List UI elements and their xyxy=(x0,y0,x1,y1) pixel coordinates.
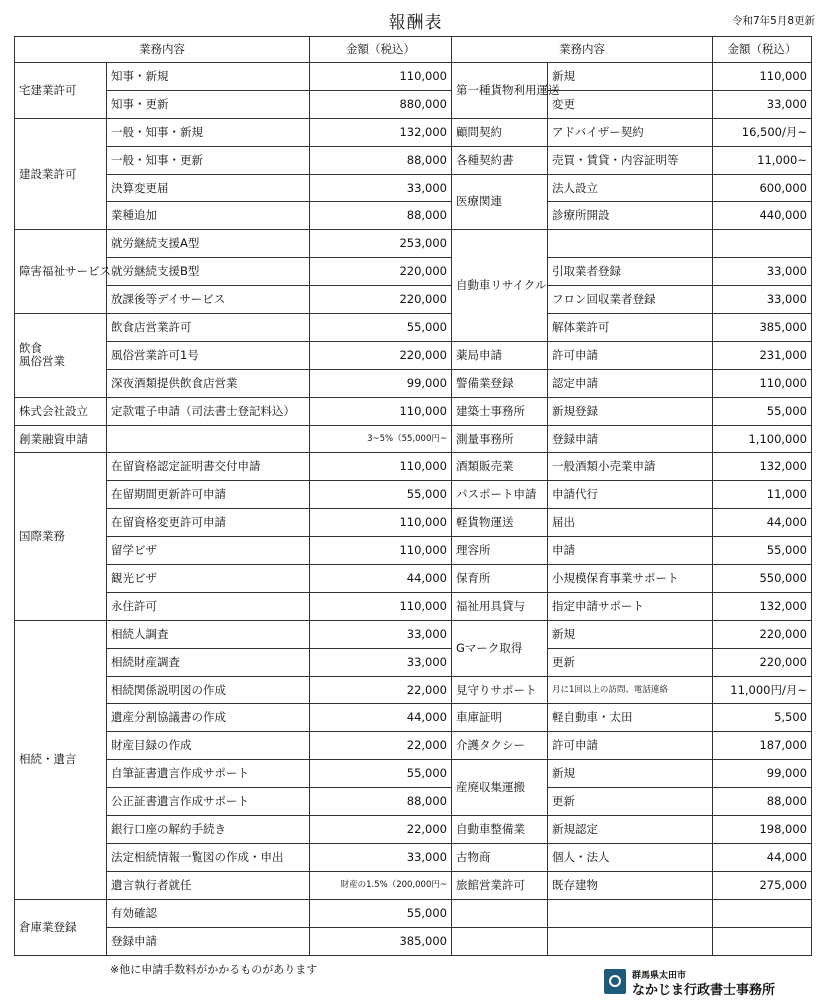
amount: 110,000 xyxy=(310,397,452,425)
page-title: 報酬表 xyxy=(388,13,443,33)
amount: 55,000 xyxy=(310,899,452,927)
category-kamotsu: 第一種貨物利用運送 xyxy=(452,63,548,119)
logo-city: 群馬県太田市 xyxy=(632,971,687,981)
amount: 132,000 xyxy=(713,453,812,481)
amount: 132,000 xyxy=(310,118,452,146)
amount: 22,000 xyxy=(310,676,452,704)
amount: 33,000 xyxy=(310,620,452,648)
logo-office-name: なかじま行政書士事務所 xyxy=(632,983,776,998)
table-row xyxy=(15,760,812,788)
item: 在留資格変更許可申請 xyxy=(107,509,310,537)
category-sake: 酒類販売業 xyxy=(452,453,548,481)
category-yakkyoku: 薬局申請 xyxy=(452,341,548,369)
item: 申請代行 xyxy=(548,481,713,509)
item: 定款電子申請（司法書士登記料込） xyxy=(107,397,310,425)
item: 個人・法人 xyxy=(548,843,713,871)
category-keikamotsu: 軽貨物運送 xyxy=(452,509,548,537)
amount: 55,000 xyxy=(713,397,812,425)
amount: 88,000 xyxy=(713,788,812,816)
item: 許可申請 xyxy=(548,732,713,760)
table-row xyxy=(15,314,812,342)
category-kabushiki: 株式会社設立 xyxy=(15,397,107,425)
item xyxy=(107,425,310,453)
category-sozoku: 相続・遺言 xyxy=(15,620,107,899)
table-row xyxy=(15,871,812,899)
amount: 33,000 xyxy=(310,843,452,871)
item: 業種追加 xyxy=(107,202,310,230)
table-row xyxy=(15,676,812,704)
amount: 132,000 xyxy=(713,592,812,620)
amount: 1,100,000 xyxy=(713,425,812,453)
amount: 220,000 xyxy=(713,620,812,648)
item: 一般酒類小売業申請 xyxy=(548,453,713,481)
amount: 33,000 xyxy=(310,174,452,202)
table-row xyxy=(15,118,812,146)
item: 新規 xyxy=(548,760,713,788)
item: 既存建物 xyxy=(548,871,713,899)
category-ryokan: 旅館営業許可 xyxy=(452,871,548,899)
amount: 5,500 xyxy=(713,704,812,732)
category-kensetsu: 建設業許可 xyxy=(15,118,107,230)
category-keibi: 警備業登録 xyxy=(452,369,548,397)
table-row xyxy=(15,174,812,202)
item: アドバイザー契約 xyxy=(548,118,713,146)
item: 相続財産調査 xyxy=(107,648,310,676)
item: 公正証書遺言作成サポート xyxy=(107,788,310,816)
amount: 110,000 xyxy=(310,453,452,481)
table-row xyxy=(15,843,812,871)
amount: 99,000 xyxy=(713,760,812,788)
table-row xyxy=(15,230,812,258)
table-row xyxy=(15,788,812,816)
item: 更新 xyxy=(548,648,713,676)
item: 知事・更新 xyxy=(107,90,310,118)
amount: 600,000 xyxy=(713,174,812,202)
empty-cell xyxy=(548,927,713,955)
item: 就労継続支援A型 xyxy=(107,230,310,258)
item: 決算変更届 xyxy=(107,174,310,202)
amount: 55,000 xyxy=(310,481,452,509)
table-row xyxy=(15,481,812,509)
item: 知事・新規 xyxy=(107,63,310,91)
amount: 110,000 xyxy=(713,63,812,91)
item: 法定相続情報一覧図の作成・申出 xyxy=(107,843,310,871)
category-riyo: 理容所 xyxy=(452,537,548,565)
item: 引取業者登録 xyxy=(548,258,713,286)
item: 風俗営業許可1号 xyxy=(107,341,310,369)
item: 認定申請 xyxy=(548,369,713,397)
table-row xyxy=(15,648,812,676)
amount: 55,000 xyxy=(310,314,452,342)
header-amount-right: 金額（税込） xyxy=(713,37,812,63)
table-header-row xyxy=(15,37,812,63)
amount: 187,000 xyxy=(713,732,812,760)
empty-cell xyxy=(713,230,812,258)
item: 登録申請 xyxy=(107,927,310,955)
amount: 275,000 xyxy=(713,871,812,899)
table-row xyxy=(15,146,812,174)
item: 変更 xyxy=(548,90,713,118)
amount: 440,000 xyxy=(713,202,812,230)
empty-cell xyxy=(713,899,812,927)
item: 解体業許可 xyxy=(548,314,713,342)
item: 診療所開設 xyxy=(548,202,713,230)
amount: 220,000 xyxy=(713,648,812,676)
amount: 220,000 xyxy=(310,258,452,286)
category-keiyaku: 各種契約書 xyxy=(452,146,548,174)
item: 許可申請 xyxy=(548,341,713,369)
amount: 385,000 xyxy=(310,927,452,955)
table-row xyxy=(15,565,812,593)
category-kobutsu: 古物商 xyxy=(452,843,548,871)
table-row xyxy=(15,732,812,760)
amount: 財産の1.5%（200,000円~ xyxy=(310,871,452,899)
item: 観光ビザ xyxy=(107,565,310,593)
table-row xyxy=(15,202,812,230)
item: 銀行口座の解約手続き xyxy=(107,816,310,844)
item: 放課後等デイサービス xyxy=(107,286,310,314)
category-gmark: Gマーク取得 xyxy=(452,620,548,676)
item: 登録申請 xyxy=(548,425,713,453)
table-row xyxy=(15,509,812,537)
amount: 385,000 xyxy=(713,314,812,342)
category-hoiku: 保育所 xyxy=(452,565,548,593)
empty-cell xyxy=(713,927,812,955)
table-row xyxy=(15,927,812,955)
amount: 550,000 xyxy=(713,565,812,593)
amount: 88,000 xyxy=(310,788,452,816)
amount: 33,000 xyxy=(713,90,812,118)
amount: 44,000 xyxy=(713,509,812,537)
table-row xyxy=(15,537,812,565)
category-soko: 倉庫業登録 xyxy=(15,899,107,955)
header-work-right: 業務内容 xyxy=(452,37,713,63)
amount: 44,000 xyxy=(310,704,452,732)
item: 新規登録 xyxy=(548,397,713,425)
item: 在留期間更新許可申請 xyxy=(107,481,310,509)
item: 法人設立 xyxy=(548,174,713,202)
table-row xyxy=(15,453,812,481)
item: 在留資格認定証明書交付申請 xyxy=(107,453,310,481)
item: 就労継続支援B型 xyxy=(107,258,310,286)
table-row xyxy=(15,341,812,369)
amount: 44,000 xyxy=(310,565,452,593)
item: 新規 xyxy=(548,63,713,91)
amount: 88,000 xyxy=(310,202,452,230)
amount: 110,000 xyxy=(310,63,452,91)
item: 小規模保育事業サポート xyxy=(548,565,713,593)
category-iryo: 医療関連 xyxy=(452,174,548,230)
footnote: ※他に申請手数料がかかるものがあります xyxy=(110,963,318,976)
item: 留学ビザ xyxy=(107,537,310,565)
category-sogyo: 創業融資申請 xyxy=(15,425,107,453)
item: 相続関係説明図の作成 xyxy=(107,676,310,704)
item: 新規 xyxy=(548,620,713,648)
amount: 99,000 xyxy=(310,369,452,397)
empty-cell xyxy=(452,899,548,927)
table-row xyxy=(15,258,812,286)
amount: 33,000 xyxy=(713,286,812,314)
category-fukushi: 福祉用具貸与 xyxy=(452,592,548,620)
fee-table xyxy=(14,36,812,956)
table-row xyxy=(15,397,812,425)
item: 一般・知事・新規 xyxy=(107,118,310,146)
category-passport: パスポート申請 xyxy=(452,481,548,509)
category-shogai: 障害福祉サービス xyxy=(15,230,107,314)
category-takken: 宅建業許可 xyxy=(15,63,107,119)
amount: 11,000 xyxy=(713,481,812,509)
item: 売買・賃貸・内容証明等 xyxy=(548,146,713,174)
amount: 880,000 xyxy=(310,90,452,118)
category-inshoku: 飲食 風俗営業 xyxy=(15,314,107,398)
category-sokuryo: 測量事務所 xyxy=(452,425,548,453)
amount: 88,000 xyxy=(310,146,452,174)
amount: 220,000 xyxy=(310,286,452,314)
table-row xyxy=(15,425,812,453)
item: 遺言執行者就任 xyxy=(107,871,310,899)
table-row xyxy=(15,816,812,844)
category-recycle: 自動車リサイクル xyxy=(452,230,548,342)
header-work: 業務内容 xyxy=(15,37,310,63)
item: 相続人調査 xyxy=(107,620,310,648)
item: 軽自動車・太田 xyxy=(548,704,713,732)
empty-cell xyxy=(452,927,548,955)
amount: 11,000~ xyxy=(713,146,812,174)
amount: 22,000 xyxy=(310,816,452,844)
amount: 16,500/月~ xyxy=(713,118,812,146)
item: 有効確認 xyxy=(107,899,310,927)
amount: 33,000 xyxy=(713,258,812,286)
item: 一般・知事・更新 xyxy=(107,146,310,174)
item: フロン回収業者登録 xyxy=(548,286,713,314)
item: 自筆証書遺言作成サポート xyxy=(107,760,310,788)
item: 更新 xyxy=(548,788,713,816)
amount: 55,000 xyxy=(713,537,812,565)
amount: 253,000 xyxy=(310,230,452,258)
office-logo xyxy=(604,968,794,996)
category-shako: 車庫証明 xyxy=(452,704,548,732)
empty-cell xyxy=(548,899,713,927)
empty-cell xyxy=(548,230,713,258)
table-row xyxy=(15,899,812,927)
item: 申請 xyxy=(548,537,713,565)
table-row xyxy=(15,704,812,732)
amount: 110,000 xyxy=(310,537,452,565)
amount: 44,000 xyxy=(713,843,812,871)
category-kokusai: 国際業務 xyxy=(15,453,107,620)
item: 月に1回以上の訪問、電話連絡 xyxy=(548,676,713,704)
office-logo-mark-icon xyxy=(604,969,626,994)
amount: 220,000 xyxy=(310,341,452,369)
amount: 231,000 xyxy=(713,341,812,369)
amount: 110,000 xyxy=(310,592,452,620)
category-sanpai: 産廃収集運搬 xyxy=(452,760,548,816)
table-row xyxy=(15,90,812,118)
updated-date: 令和7年5月8更新 xyxy=(731,15,815,27)
category-komon: 顧問契約 xyxy=(452,118,548,146)
amount: 33,000 xyxy=(310,648,452,676)
item: 永住許可 xyxy=(107,592,310,620)
amount: 3~5%（55,000円~ xyxy=(310,425,452,453)
table-row xyxy=(15,286,812,314)
amount: 11,000円/月~ xyxy=(713,676,812,704)
item: 新規認定 xyxy=(548,816,713,844)
table-row xyxy=(15,592,812,620)
item: 指定申請サポート xyxy=(548,592,713,620)
item: 飲食店営業許可 xyxy=(107,314,310,342)
amount: 198,000 xyxy=(713,816,812,844)
category-mimamori: 見守りサポート xyxy=(452,676,548,704)
header-amount: 金額（税込） xyxy=(310,37,452,63)
table-row xyxy=(15,369,812,397)
table-row xyxy=(15,63,812,91)
item: 届出 xyxy=(548,509,713,537)
category-kenchiku: 建築士事務所 xyxy=(452,397,548,425)
amount: 55,000 xyxy=(310,760,452,788)
category-kaigo: 介護タクシー xyxy=(452,732,548,760)
item: 財産目録の作成 xyxy=(107,732,310,760)
amount: 110,000 xyxy=(310,509,452,537)
table-row xyxy=(15,620,812,648)
item: 深夜酒類提供飲食店営業 xyxy=(107,369,310,397)
amount: 110,000 xyxy=(713,369,812,397)
amount: 22,000 xyxy=(310,732,452,760)
item: 遺産分割協議書の作成 xyxy=(107,704,310,732)
category-seibi: 自動車整備業 xyxy=(452,816,548,844)
